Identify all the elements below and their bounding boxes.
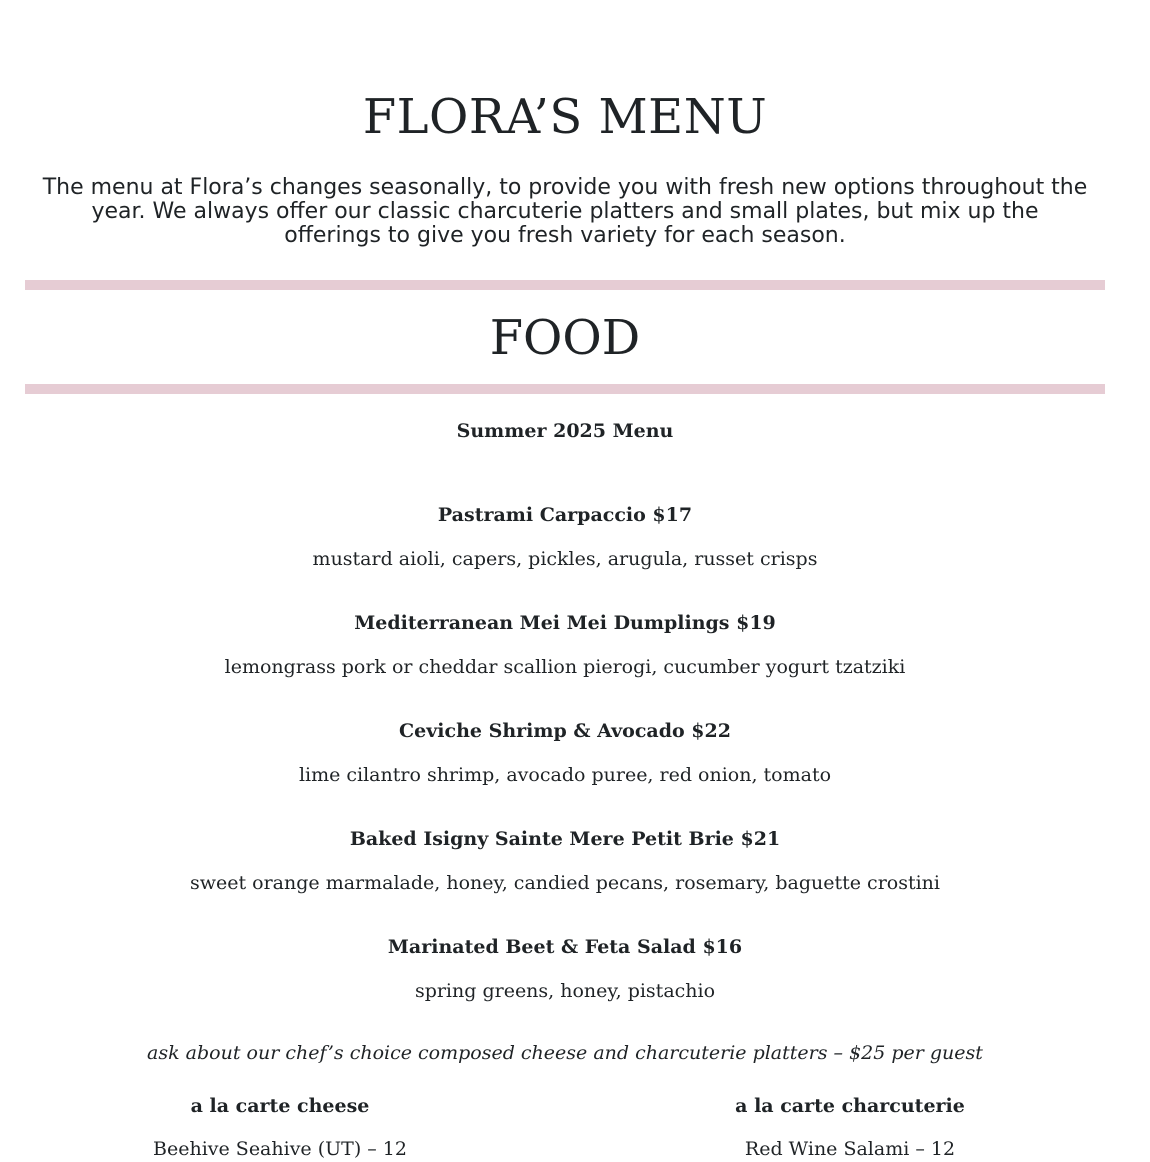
dish-item — [0, 502, 1130, 610]
dish-list — [0, 502, 1130, 1042]
dish-description: mustard aioli, capers, pickles, arugula, russet crisps — [312, 548, 818, 570]
dish-name: Mediterranean Mei Mei Dumplings $19 — [354, 612, 776, 634]
page-title: FLORA’S MENU — [362, 89, 768, 145]
charcuterie-item: Red Wine Salami – 12 — [744, 1138, 956, 1160]
intro-paragraph: The menu at Flora’s changes seasonally, to provide you with fresh new options throughout the year. We always offer our classic charcuterie platters and small plates, but mix up the offerings to give you fresh variety for each season. — [42, 175, 1088, 248]
a-la-carte-charcuterie-column — [680, 1093, 1020, 1162]
dish-description: spring greens, honey, pistachio — [414, 980, 716, 1002]
dish-item — [0, 718, 1130, 826]
cheese-item: Beehive Seahive (UT) – 12 — [153, 1138, 407, 1160]
dish-item — [0, 826, 1130, 934]
dish-description: lemongrass pork or cheddar scallion pierogi, cucumber yogurt tzatziki — [224, 656, 906, 678]
dish-name: Ceviche Shrimp & Avocado $22 — [399, 720, 731, 742]
dish-item — [0, 934, 1130, 1042]
section-divider-bottom — [25, 384, 1105, 394]
dish-name: Marinated Beet & Feta Salad $16 — [387, 936, 743, 958]
dish-description: lime cilantro shrimp, avocado puree, red onion, tomato — [298, 764, 832, 786]
season-menu-label: Summer 2025 Menu — [456, 420, 674, 442]
dish-description: sweet orange marmalade, honey, candied pecans, rosemary, baguette crostini — [189, 872, 940, 894]
platter-note: ask about our chef’s choice composed cheese and charcuterie platters – $25 per guest — [147, 1042, 983, 1064]
dish-item — [0, 610, 1130, 718]
dish-name: Pastrami Carpaccio $17 — [437, 504, 693, 526]
section-title-food: FOOD — [489, 310, 641, 366]
a-la-carte-charcuterie-heading: a la carte charcuterie — [735, 1095, 965, 1117]
dish-name: Baked Isigny Sainte Mere Petit Brie $21 — [349, 828, 781, 850]
a-la-carte-cheese-heading: a la carte cheese — [190, 1095, 370, 1117]
section-divider-top — [25, 280, 1105, 290]
a-la-carte-cheese-column — [110, 1093, 450, 1162]
